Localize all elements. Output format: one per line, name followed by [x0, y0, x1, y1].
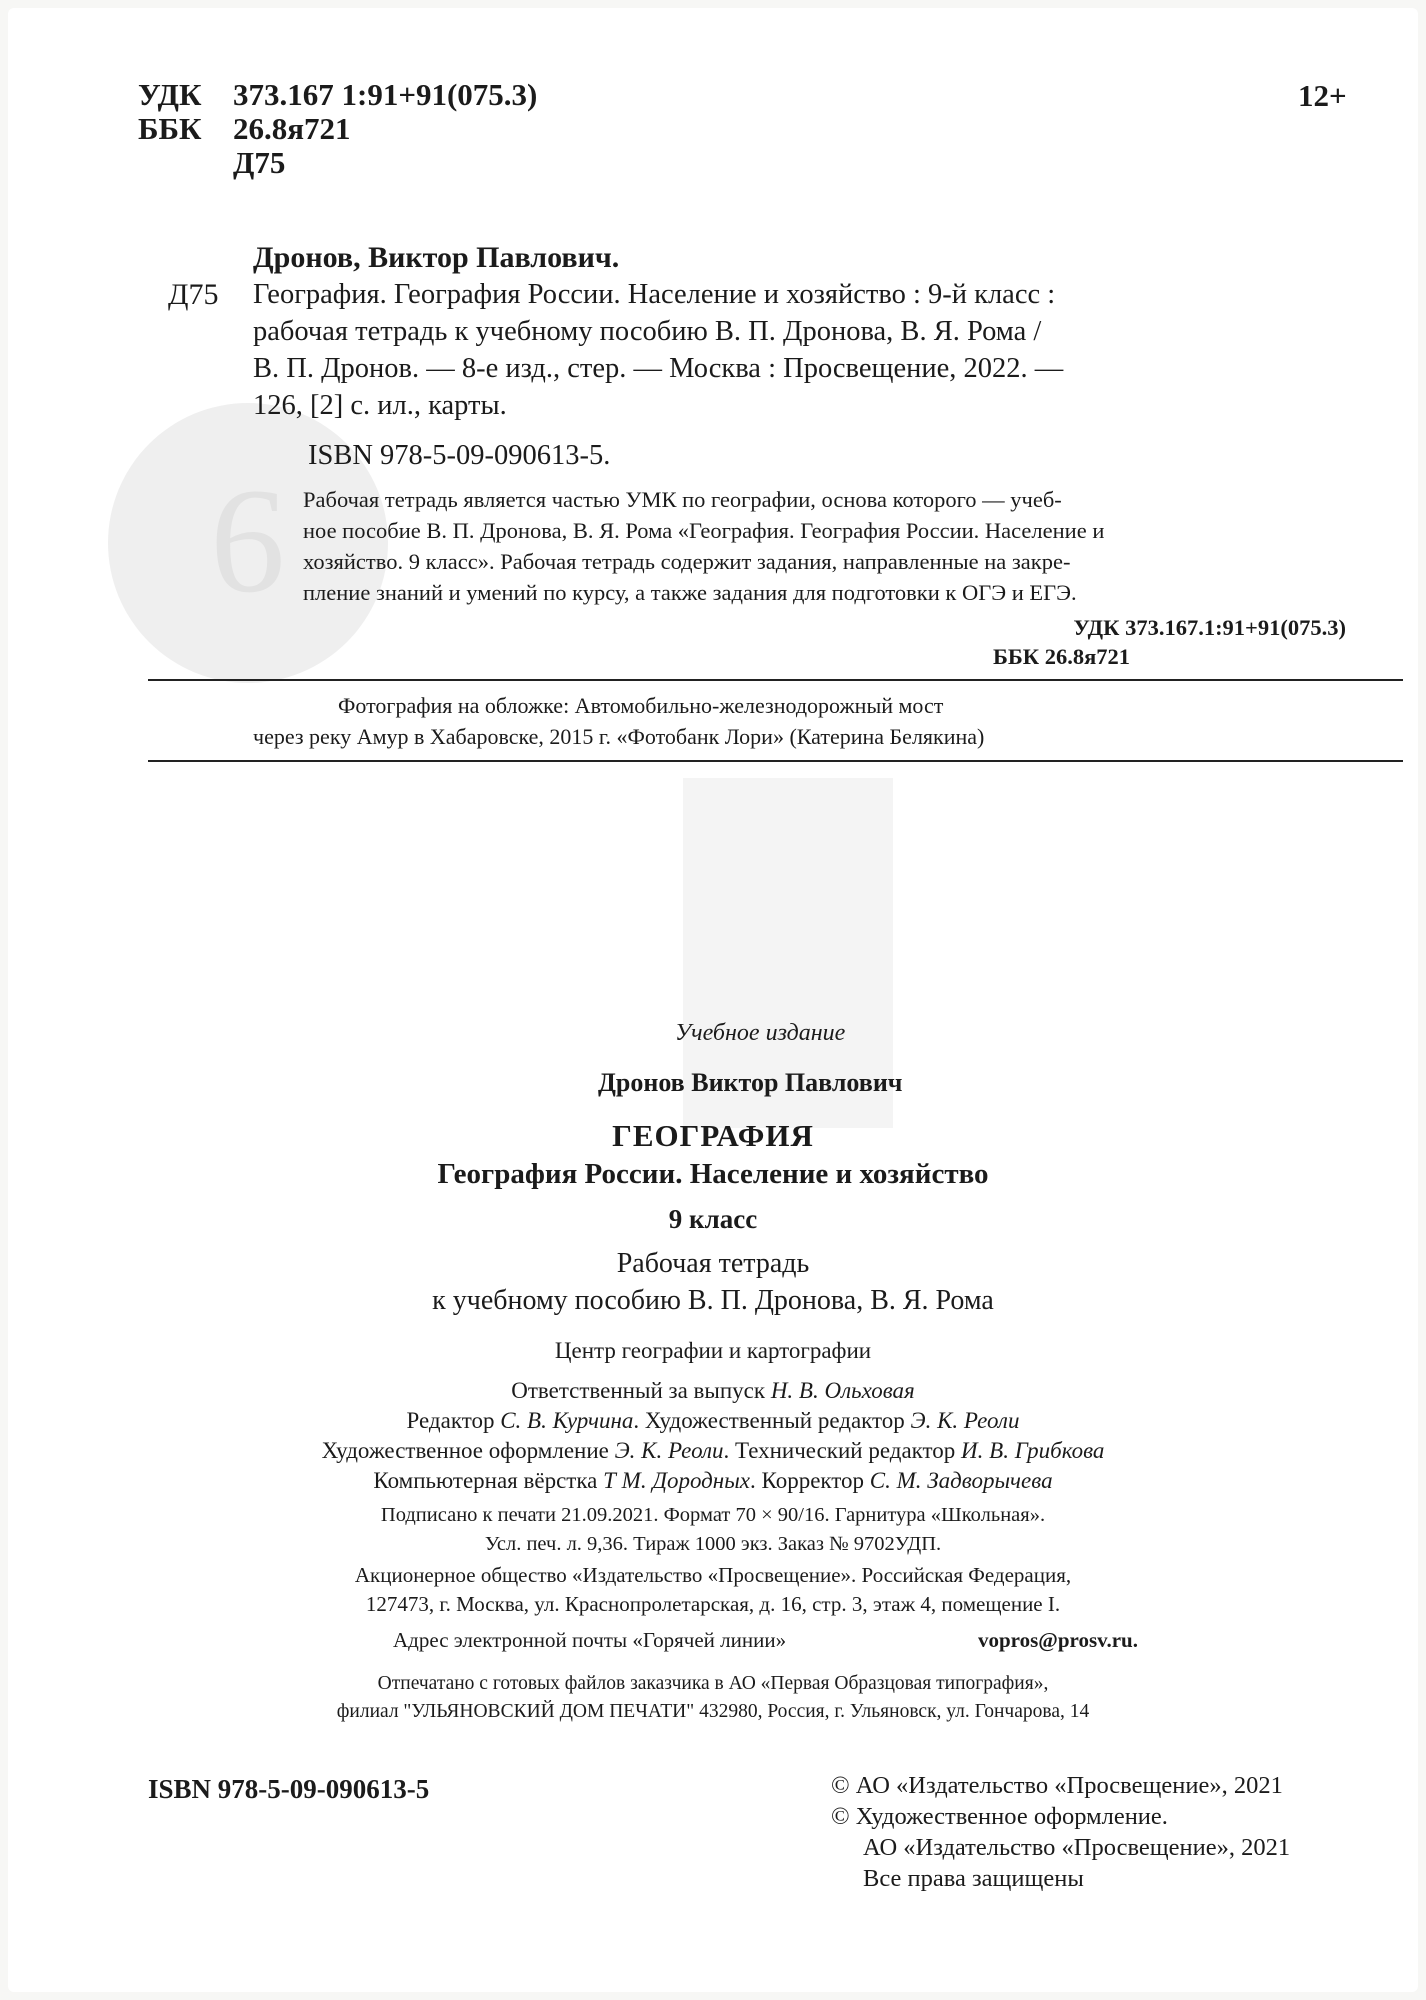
catalog-annotation — [303, 484, 1104, 608]
publisher-email-label: Адрес электронной почты «Горячей линии» — [393, 1628, 787, 1652]
annotation-line: пление знаний и умений по курсу, а также задания для подготовки к ОГЭ и ЕГЭ. — [303, 580, 1077, 605]
catalog-title-line: рабочая тетрадь к учебному пособию В. П. Дронова, В. Я. Рома / — [253, 316, 1042, 347]
credit-responsible: Ответственный за выпуск Н. В. Ольховая — [511, 1378, 915, 1403]
catalog-title — [253, 276, 1063, 424]
credit-layout: Компьютерная вёрстка Т М. Дородных. Корректор С. М. Задворычева — [373, 1468, 1053, 1493]
copyright-line: АО «Издательство «Просвещение», 2021 — [863, 1834, 1291, 1861]
bbk-label: ББК — [138, 111, 202, 146]
catalog-title-line: В. П. Дронов. — 8-е изд., стер. — Москва : Просвещение, 2022. — — [253, 353, 1064, 384]
divider-top — [148, 679, 1403, 681]
age-rating: 12+ — [1298, 78, 1347, 113]
edition-author: Дронов Виктор Павлович — [598, 1068, 903, 1097]
header-classification — [138, 78, 537, 180]
printer-line: филиал "УЛЬЯНОВСКИЙ ДОМ ПЕЧАТИ" 432980, Россия, г. Ульяновск, ул. Гончарова, 14 — [336, 1701, 1090, 1722]
udk-label: УДК — [138, 77, 202, 112]
page — [8, 8, 1418, 1992]
bbk-value: 26.8я721 — [233, 111, 351, 146]
catalog-udk-right: УДК 373.167.1:91+91(075.3) — [1073, 615, 1346, 640]
author-mark: Д75 — [233, 145, 286, 180]
publisher-line: 127473, г. Москва, ул. Краснопролетарская, д. 16, стр. 3, этаж 4, помещение I. — [365, 1592, 1061, 1616]
svg-text:9: 9 — [210, 460, 286, 626]
edition-title: ГЕОГРАФИЯ — [612, 1118, 814, 1153]
annotation-line: хозяйство. 9 класс». Рабочая тетрадь содержит задания, направленные на закре- — [303, 549, 1071, 574]
printer-line: Отпечатано с готовых файлов заказчика в АО «Первая Образцовая типография», — [377, 1673, 1049, 1694]
publisher-line: Акционерное общество «Издательство «Просвещение». Российская Федерация, — [354, 1563, 1072, 1587]
annotation-line: ное пособие В. П. Дронова, В. Я. Рома «География. География России. Население и — [303, 518, 1105, 543]
credits-block — [8, 1376, 1418, 1496]
footer-isbn: ISBN 978-5-09-090613-5 — [148, 1774, 430, 1804]
catalog-author-heading: Дронов, Виктор Павлович. — [253, 241, 620, 274]
print-info-line: Подписано к печати 21.09.2021. Формат 70 × 90/16. Гарнитура «Школьная». — [380, 1504, 1046, 1526]
rights-line: Все права защищены — [863, 1865, 1084, 1892]
credit-design: Художественное оформление Э. К. Реоли. Технический редактор И. В. Грибкова — [321, 1438, 1105, 1463]
copyright-line: © Художественное оформление. — [831, 1803, 1168, 1830]
cover-photo-line1: Фотография на обложке: Автомобильно-железнодорожный мост — [338, 693, 944, 718]
footer-copyright — [831, 1770, 1290, 1894]
catalog-title-line: 126, [2] с. ил., карты. — [253, 390, 507, 421]
catalog-isbn: ISBN 978-5-09-090613-5. — [308, 440, 611, 471]
edition-workbook: Рабочая тетрадь — [616, 1248, 810, 1279]
print-info — [8, 1501, 1418, 1559]
edition-grade: 9 класс — [668, 1204, 758, 1234]
catalog-title-line: География. География России. Население и хозяйство : 9-й класс : — [253, 279, 1056, 310]
credit-editors: Редактор С. В. Курчина. Художественный редактор Э. К. Реоли — [406, 1408, 1020, 1433]
edition-for-textbook: к учебному пособию В. П. Дронова, В. Я. Рома — [432, 1285, 994, 1316]
print-info-line: Усл. печ. л. 9,36. Тираж 1000 экз. Заказ № 9702УДП. — [484, 1533, 942, 1555]
edition-type: Учебное издание — [675, 1020, 846, 1046]
catalog-index: Д75 — [168, 278, 219, 311]
edition-subtitle: География России. Население и хозяйство — [437, 1158, 989, 1190]
printer-info — [8, 1670, 1418, 1726]
publisher-address — [8, 1561, 1418, 1619]
annotation-line: Рабочая тетрадь является частью УМК по географии, основа которого — учеб- — [303, 487, 1062, 512]
catalog-bbk-right: ББК 26.8я721 — [993, 644, 1130, 669]
copyright-line: © АО «Издательство «Просвещение», 2021 — [831, 1772, 1283, 1799]
udk-value: 373.167 1:91+91(075.3) — [233, 77, 538, 112]
publisher-email: vopros@prosv.ru. — [978, 1628, 1138, 1652]
cover-photo-line2: через реку Амур в Хабаровске, 2015 г. «Фотобанк Лори» (Катерина Белякина) — [253, 724, 985, 749]
divider-bottom — [148, 760, 1403, 762]
credits-center: Центр географии и картографии — [554, 1338, 872, 1363]
